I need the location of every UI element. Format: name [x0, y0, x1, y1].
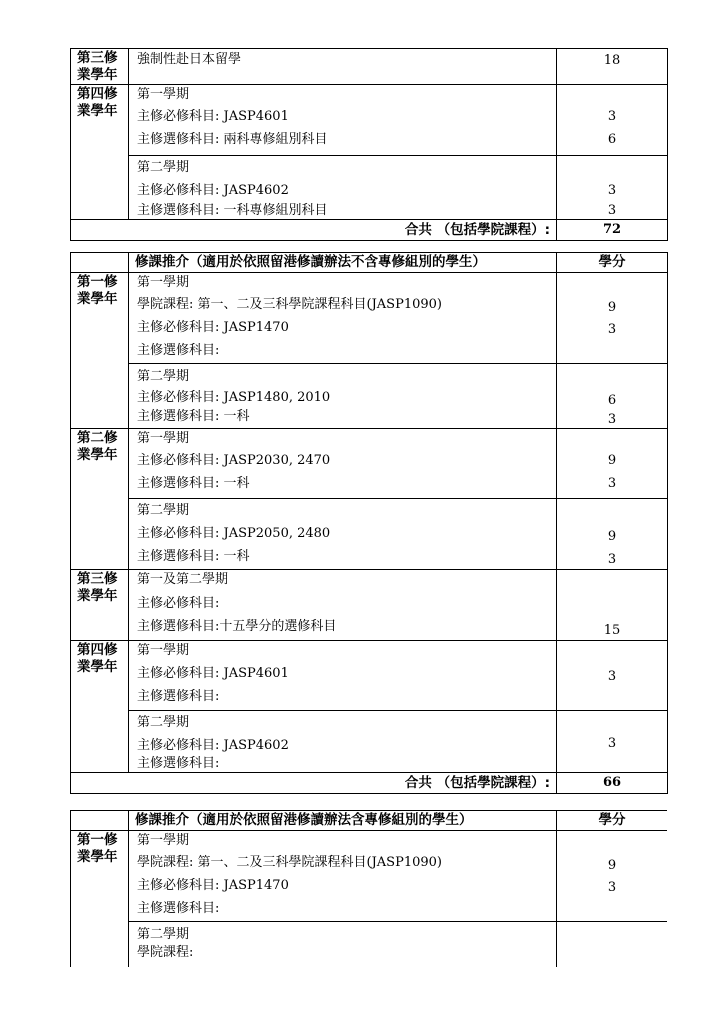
credit-value: 3 — [607, 736, 617, 751]
table-row — [71, 641, 668, 711]
table-row — [71, 922, 668, 968]
credit-value — [557, 364, 667, 386]
course-line: 主修必修科目: JASP2050, 2480 — [137, 526, 331, 541]
credit-value: 3 — [607, 552, 617, 567]
course-line: 主修選修科目: 兩科專修組別科目 — [137, 132, 328, 147]
table-row — [71, 49, 668, 85]
semester-label: 第一學期 — [137, 643, 190, 658]
course-line: 主修必修科目: JASP1480, 2010 — [137, 390, 331, 405]
course-line: 主修選修科目: — [137, 756, 220, 771]
credit-value — [557, 499, 667, 522]
credit-header: 學分 — [557, 253, 668, 273]
credit-value: 3 — [607, 476, 617, 491]
credit-value — [557, 592, 667, 615]
course-line: 學院課程: 第一、二及三科學院課程科目(JASP1090) — [137, 855, 442, 870]
course-line: 主修選修科目: — [137, 343, 220, 358]
credit-value — [557, 156, 667, 179]
course-line: 學院課程: 第一、二及三科學院課程科目(JASP1090) — [137, 297, 442, 312]
credit-value — [557, 711, 667, 734]
semester-label: 第二學期 — [137, 369, 190, 384]
year-label: 第三修 業學年 — [71, 49, 129, 85]
credit-value: 9 — [607, 858, 617, 873]
course-line: 強制性赴日本留學 — [137, 52, 242, 67]
course-line: 主修必修科目: JASP4601 — [137, 109, 289, 124]
table-row — [71, 570, 668, 641]
total-label: 合共 （包括學院課程）: — [71, 220, 557, 241]
credit-value: 3 — [607, 880, 617, 895]
credit-value: 15 — [603, 623, 621, 638]
year-label: 第四修 業學年 — [71, 85, 129, 220]
course-line: 主修選修科目:十五學分的選修科目 — [137, 619, 337, 634]
total-value: 72 — [557, 220, 668, 241]
credit-value — [557, 570, 667, 592]
curriculum-table-no-specialization — [70, 252, 668, 794]
credit-value — [557, 429, 667, 449]
course-line: 主修選修科目: 一科 — [137, 476, 250, 491]
semester-label: 第一學期 — [137, 87, 190, 102]
header-row — [71, 811, 668, 831]
curriculum-table-continued — [70, 48, 668, 241]
credit-value: 6 — [607, 132, 617, 147]
total-label: 合共 （包括學院課程）: — [71, 773, 557, 794]
credit-value — [557, 944, 667, 967]
course-line: 主修選修科目: 一科 — [137, 549, 250, 564]
credit-value: 3 — [607, 203, 617, 218]
credit-header: 學分 — [557, 811, 668, 831]
course-line: 主修必修科目: JASP1470 — [137, 320, 289, 335]
credit-value — [557, 641, 667, 662]
course-line: 主修選修科目: 一科專修組別科目 — [137, 203, 328, 218]
semester-label: 第一學期 — [137, 275, 190, 290]
semester-label: 第二學期 — [137, 927, 190, 942]
year-label: 第一修 業學年 — [71, 831, 129, 968]
table-crop — [70, 810, 667, 967]
credit-value — [557, 757, 667, 772]
table-row — [71, 831, 668, 922]
credit-value — [557, 273, 667, 293]
credit-value: 3 — [607, 669, 617, 684]
table-row — [71, 156, 668, 220]
course-line: 主修選修科目: 一科 — [137, 409, 250, 424]
credit-value — [557, 85, 667, 105]
total-row — [71, 220, 668, 241]
credit-value: 6 — [607, 393, 617, 408]
table-row — [71, 711, 668, 773]
total-value: 66 — [557, 773, 668, 794]
semester-label: 第二學期 — [137, 160, 190, 175]
semester-label: 第一及第二學期 — [137, 572, 229, 587]
credit-value — [557, 831, 667, 851]
credit-value: 9 — [607, 300, 617, 315]
table-row — [71, 364, 668, 429]
credit-value: 3 — [607, 412, 617, 427]
course-line: 主修必修科目: JASP4602 — [137, 738, 289, 753]
table-row — [71, 429, 668, 499]
year-label: 第三修 業學年 — [71, 570, 129, 641]
semester-label: 第一學期 — [137, 833, 190, 848]
credit-value — [557, 897, 667, 921]
credit-value — [557, 922, 667, 944]
header-row — [71, 253, 668, 273]
credit-value: 3 — [607, 109, 617, 124]
year-label: 第二修 業學年 — [71, 429, 129, 570]
credit-value — [557, 685, 667, 710]
semester-label: 第二學期 — [137, 715, 190, 730]
course-line: 主修必修科目: JASP4602 — [137, 183, 289, 198]
semester-label: 第一學期 — [137, 431, 190, 446]
credit-value: 9 — [607, 453, 617, 468]
year-label: 第一修 業學年 — [71, 273, 129, 429]
credit-value: 3 — [607, 322, 617, 337]
table-row — [71, 273, 668, 364]
credit-value: 9 — [607, 529, 617, 544]
total-row — [71, 773, 668, 794]
table-row — [71, 85, 668, 156]
course-line: 主修選修科目: — [137, 689, 220, 704]
course-line: 主修必修科目: — [137, 596, 220, 611]
year-label: 第四修 業學年 — [71, 641, 129, 773]
credit-value: 18 — [603, 53, 621, 68]
table-row — [71, 499, 668, 570]
credit-value: 3 — [607, 183, 617, 198]
table-header: 修課推介（適用於依照留港修讀辦法不含專修組別的學生） — [129, 253, 557, 273]
course-line: 主修選修科目: — [137, 901, 220, 916]
course-line: 主修必修科目: JASP2030, 2470 — [137, 453, 331, 468]
table-header: 修課推介（適用於依照留港修讀辦法含專修組別的學生） — [129, 811, 557, 831]
course-line: 學院課程: — [137, 945, 194, 960]
credit-value — [557, 339, 667, 363]
course-line: 主修必修科目: JASP1470 — [137, 878, 289, 893]
semester-label: 第二學期 — [137, 503, 190, 518]
course-line: 主修必修科目: JASP4601 — [137, 666, 289, 681]
curriculum-table-with-specialization — [70, 810, 667, 967]
